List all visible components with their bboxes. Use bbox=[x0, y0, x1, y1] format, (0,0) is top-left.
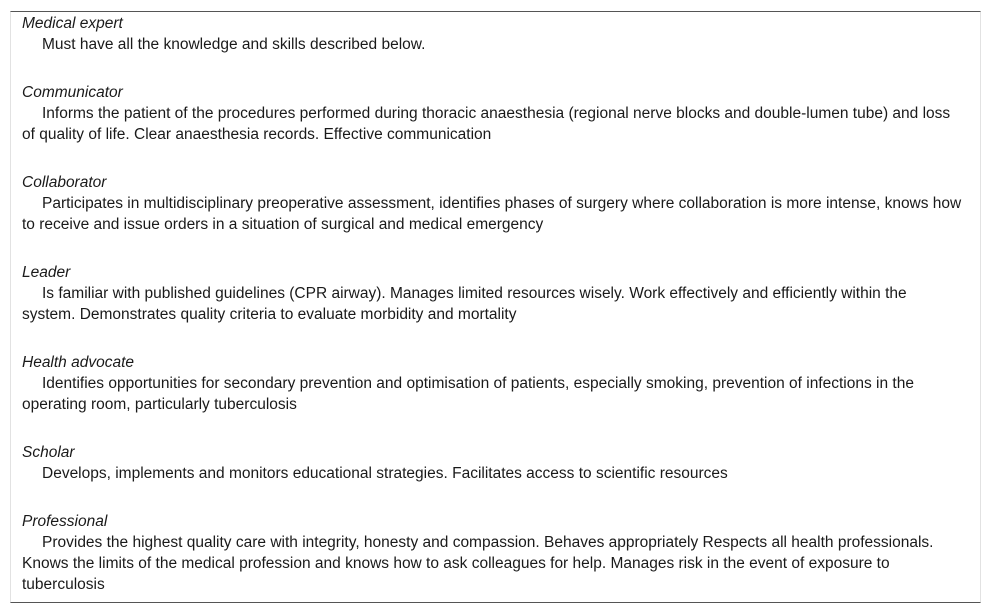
role-description: Informs the patient of the procedures performed during thoracic anaesthesia (regional nerve blocks and double-lumen tube) and loss of quality of life. Clear anaesthesia records. Effective communication bbox=[22, 105, 951, 143]
role-description: Identifies opportunities for secondary prevention and optimisation of patients, especially smoking, prevention of infections in the operating room, particularly tuberculosis bbox=[22, 375, 914, 413]
role-title: Communicator bbox=[22, 84, 123, 101]
role-title: Medical expert bbox=[22, 15, 123, 32]
competency-table bbox=[10, 11, 981, 603]
role-description: Participates in multidisciplinary preoperative assessment, identifies phases of surgery where collaboration is more intense, knows how to receive and issue orders in a situation of surgical and medical emergency bbox=[22, 195, 962, 233]
competency-communicator bbox=[22, 82, 962, 145]
role-title: Health advocate bbox=[22, 354, 135, 371]
role-title: Leader bbox=[22, 264, 71, 281]
competency-leader bbox=[22, 262, 962, 325]
competency-collaborator bbox=[22, 172, 962, 235]
competency-scholar bbox=[22, 442, 962, 484]
role-title: Professional bbox=[22, 513, 108, 530]
role-description: Develops, implements and monitors educational strategies. Facilitates access to scientific resources bbox=[42, 465, 728, 482]
competency-health-advocate bbox=[22, 352, 962, 415]
competency-professional bbox=[22, 511, 962, 595]
role-description: Provides the highest quality care with integrity, honesty and compassion. Behaves appropriately Respects all health professionals. Knows the limits of the medical profession and knows how to ask colleagues for help. Manages risk in the event of exposure to tuberculosis bbox=[22, 534, 934, 593]
role-title: Scholar bbox=[22, 444, 75, 461]
competency-medical-expert bbox=[22, 13, 962, 55]
competency-cell bbox=[22, 13, 962, 595]
role-description: Must have all the knowledge and skills described below. bbox=[42, 36, 426, 53]
role-title: Collaborator bbox=[22, 174, 107, 191]
role-description: Is familiar with published guidelines (CPR airway). Manages limited resources wisely. Work effectively and efficiently within the system. Demonstrates quality criteria to evaluate morbidity and mortality bbox=[22, 285, 907, 323]
